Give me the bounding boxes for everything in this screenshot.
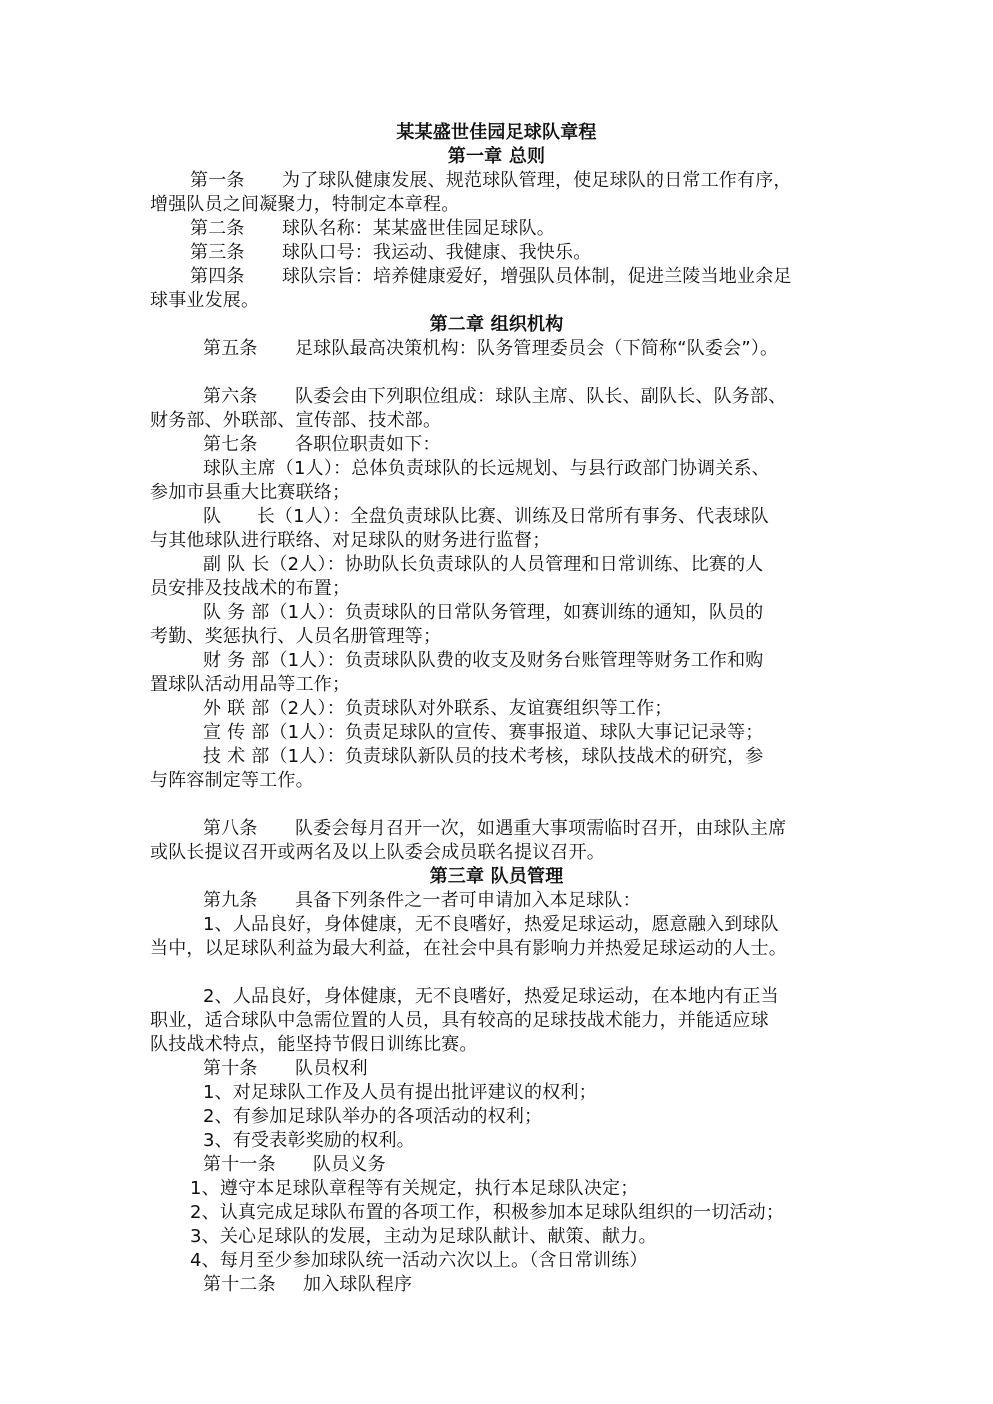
right-2: 2、有参加足球队举办的各项活动的权利； <box>203 1106 543 1127</box>
article-4-text: 球队宗旨：培养健康爱好，增强队员体制，促进兰陵当地业余足 <box>282 266 792 287</box>
article-7-label: 第七条 <box>203 434 258 455</box>
article-5-text: 足球队最高决策机构：队务管理委员会（下简称“队委会”）。 <box>295 338 779 359</box>
duty-4: 4、每月至少参加球队统一活动六次以上。（含日常训练） <box>190 1250 648 1271</box>
condition-2-cont2: 队技战术特点，能坚持节假日训练比赛。 <box>150 1034 478 1055</box>
right-3: 3、有受表彰奖励的权利。 <box>203 1130 415 1151</box>
article-2-text: 球队名称：某某盛世佳园足球队。 <box>282 218 555 239</box>
duty-2: 2、认真完成足球队布置的各项工作，积极参加本足球队组织的一切活动； <box>190 1202 785 1223</box>
article-1-text-cont: 增强队员之间凝聚力，特制定本章程。 <box>150 194 460 215</box>
article-8-text-cont: 或队长提议召开或两名及以上队委会成员联名提议召开。 <box>150 842 605 863</box>
role-finance-cont: 置球队活动用品等工作； <box>150 674 351 695</box>
chapter-3-heading: 第三章 队员管理 <box>429 866 564 887</box>
article-4-label: 第四条 <box>190 266 245 287</box>
article-10-label: 第十条 <box>203 1058 258 1079</box>
role-technical-cont: 与阵容制定等工作。 <box>150 770 314 791</box>
article-1-label: 第一条 <box>190 170 245 191</box>
article-3-text: 球队口号：我运动、我健康、我快乐。 <box>282 242 592 263</box>
condition-2-cont: 职业，适合球队中急需位置的人员，具有较高的足球技战术能力，并能适应球 <box>150 1010 769 1031</box>
document-title: 某某盛世佳园足球队章程 <box>396 122 597 143</box>
role-vice-captain: 副 队 长（2人）：协助队长负责球队的人员管理和日常训练、比赛的人 <box>203 554 764 575</box>
article-6-label: 第六条 <box>203 386 258 407</box>
condition-1-cont: 当中，以足球队利益为最大利益，在社会中具有影响力并热爱足球运动的人士。 <box>150 938 787 959</box>
condition-2: 2、人品良好，身体健康，无不良嗜好，热爱足球运动，在本地内有正当 <box>203 986 779 1007</box>
role-vice-captain-cont: 员安排及技战术的布置； <box>150 578 351 599</box>
article-2-label: 第二条 <box>190 218 245 239</box>
article-8-label: 第八条 <box>203 818 258 839</box>
article-8-text: 队委会每月召开一次，如遇重大事项需临时召开，由球队主席 <box>295 818 787 839</box>
article-6-text-cont: 财务部、外联部、宣传部、技术部。 <box>150 410 442 431</box>
article-1-text: 为了球队健康发展、规范球队管理，使足球队的日常工作有序， <box>282 170 792 191</box>
article-4-text-cont: 球事业发展。 <box>150 290 260 311</box>
role-captain: 队 长（1人）：全盘负责球队比赛、训练及日常所有事务、代表球队 <box>203 506 769 527</box>
duty-1: 1、遵守本足球队章程等有关规定，执行本足球队决定； <box>190 1178 639 1199</box>
condition-1: 1、人品良好，身体健康，无不良嗜好，热爱足球运动，愿意融入到球队 <box>203 914 779 935</box>
article-11-text: 队员义务 <box>313 1154 386 1175</box>
article-5-label: 第五条 <box>203 338 258 359</box>
chapter-2-heading: 第二章 组织机构 <box>429 314 564 335</box>
role-publicity: 宣 传 部（1人）：负责足球队的宣传、赛事报道、球队大事记记录等； <box>203 722 764 743</box>
role-external: 外 联 部（2人）：负责球队对外联系、友谊赛组织等工作； <box>203 698 673 719</box>
role-finance: 财 务 部（1人）：负责球队队费的收支及财务台账管理等财务工作和购 <box>203 650 764 671</box>
role-chairman: 球队主席（1人）：总体负责球队的长远规划、与县行政部门协调关系、 <box>203 458 770 479</box>
article-11-label: 第十一条 <box>203 1154 276 1175</box>
chapter-1-heading: 第一章 总则 <box>447 146 546 167</box>
role-chairman-cont: 参加市县重大比赛联络； <box>150 482 351 503</box>
article-9-text: 具备下列条件之一者可申请加入本足球队： <box>295 890 641 911</box>
article-12-label: 第十二条 <box>203 1274 276 1295</box>
duty-3: 3、关心足球队的发展，主动为足球队献计、献策、献力。 <box>190 1226 657 1247</box>
article-7-text: 各职位职责如下： <box>295 434 441 455</box>
article-10-text: 队员权利 <box>295 1058 368 1079</box>
article-3-label: 第三条 <box>190 242 245 263</box>
role-affairs: 队 务 部（1人）：负责球队的日常队务管理，如赛训练的通知，队员的 <box>203 602 764 623</box>
right-1: 1、对足球队工作及人员有提出批评建议的权利； <box>203 1082 597 1103</box>
role-affairs-cont: 考勤、奖惩执行、人员名册管理等； <box>150 626 442 647</box>
article-9-label: 第九条 <box>203 890 258 911</box>
role-captain-cont: 与其他球队进行联络、对足球队的财务进行监督； <box>150 530 551 551</box>
article-6-text: 队委会由下列职位组成：球队主席、队长、副队长、队务部、 <box>295 386 787 407</box>
article-12-text: 加入球队程序 <box>303 1274 413 1295</box>
role-technical: 技 术 部（1人）：负责球队新队员的技术考核，球队技战术的研究，参 <box>203 746 764 767</box>
